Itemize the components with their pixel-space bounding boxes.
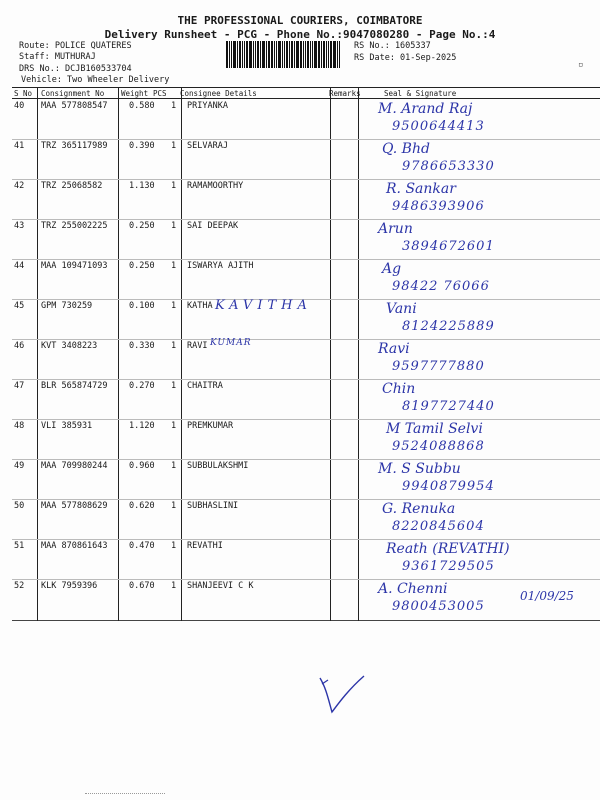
col-divider (181, 87, 182, 621)
pieces-count: 1 (171, 501, 177, 511)
table-top-border (12, 87, 600, 88)
weight-value: 0.100 (129, 301, 155, 311)
header-weight: Weight (121, 89, 149, 98)
consignment-number: MAA 870861643 (41, 541, 108, 551)
signature-name: A. Chenni (378, 581, 448, 597)
signature-phone: 9486393906 (392, 199, 485, 214)
col-divider (118, 87, 119, 621)
pieces-count: 1 (171, 261, 177, 271)
pieces-count: 1 (171, 461, 177, 471)
signature-name: Chin (382, 381, 416, 397)
serial-number: 43 (14, 221, 25, 231)
pen-scribble (318, 668, 378, 718)
signature-entry (370, 418, 595, 456)
signature-phone: 9524088868 (392, 439, 485, 454)
signature-name: M Tamil Selvi (386, 421, 483, 437)
staff-label: Staff: MUTHURAJ (19, 52, 96, 62)
route-label: Route: POLICE QUATERES (19, 41, 132, 51)
consignment-number: TRZ 25068582 (41, 181, 103, 191)
consignee-name: CHAITRA (187, 381, 223, 391)
weight-value: 1.120 (129, 421, 155, 431)
col-divider (330, 87, 331, 621)
consignment-number: GPM 730259 (41, 301, 93, 311)
signature-phone: 8124225889 (402, 319, 495, 334)
serial-number: 48 (14, 421, 25, 431)
consignment-number: TRZ 365117989 (41, 141, 108, 151)
signature-entry (370, 378, 595, 416)
signature-name: Q. Bhd (382, 141, 430, 157)
weight-value: 0.330 (129, 341, 155, 351)
weight-value: 0.270 (129, 381, 155, 391)
signature-phone: 9786653330 (402, 159, 495, 174)
signature-phone: 9800453005 (392, 599, 485, 614)
consignee-name: SHANJEEVI C K (187, 581, 254, 591)
header-consignment: Consignment No (41, 89, 105, 98)
signature-name: Ravi (378, 341, 410, 357)
weight-value: 1.130 (129, 181, 155, 191)
vehicle-label: Vehicle: Two Wheeler Delivery (21, 75, 170, 85)
signature-entry (370, 578, 595, 616)
consignee-name: ISWARYA AJITH (187, 261, 254, 271)
signature-entry (370, 178, 595, 216)
consignee-name: SAI DEEPAK (187, 221, 239, 231)
signature-name: Reath (REVATHI) (386, 541, 510, 557)
consignment-number: MAA 577808629 (41, 501, 108, 511)
pieces-count: 1 (171, 341, 177, 351)
header-remarks: Remarks (329, 89, 361, 98)
signature-phone: 9500644413 (392, 119, 485, 134)
signature-phone: 9597777880 (392, 359, 485, 374)
pieces-count: 1 (171, 301, 177, 311)
serial-number: 51 (14, 541, 25, 551)
consignment-number: KVT 3408223 (41, 341, 98, 351)
header-seal-signature: Seal & Signature (384, 89, 457, 98)
table-bottom-border (12, 620, 600, 621)
drs-number: DRS No.: DCJB160533704 (19, 64, 132, 74)
consignment-number: BLR 565874729 (41, 381, 108, 391)
consignee-name: RAVI (187, 341, 208, 351)
consignee-name: SUBBULAKSHMI (187, 461, 249, 471)
signature-entry (370, 498, 595, 536)
serial-number: 41 (14, 141, 25, 151)
col-divider (37, 87, 38, 621)
handwritten-remark: KAVITHA (215, 298, 312, 313)
signature-entry (370, 138, 595, 176)
serial-number: 42 (14, 181, 25, 191)
consignee-name: RAMAMOORTHY (187, 181, 244, 191)
pieces-count: 1 (171, 141, 177, 151)
pieces-count: 1 (171, 581, 177, 591)
serial-number: 49 (14, 461, 25, 471)
rs-date: RS Date: 01-Sep-2025 (354, 53, 457, 63)
weight-value: 0.250 (129, 261, 155, 271)
signature-phone: 3894672601 (402, 239, 495, 254)
consignment-number: KLK 7959396 (41, 581, 98, 591)
signature-entry (370, 298, 595, 336)
serial-number: 47 (14, 381, 25, 391)
weight-value: 0.620 (129, 501, 155, 511)
serial-number: 44 (14, 261, 25, 271)
consignment-number: TRZ 255002225 (41, 221, 108, 231)
runsheet-title: Delivery Runsheet - PCG - Phone No.:9047080280 - Page No.:4 (104, 28, 496, 41)
header-consignee: Consignee Details (180, 89, 257, 98)
consignment-number: MAA 109471093 (41, 261, 108, 271)
signature-entry (370, 458, 595, 496)
pieces-count: 1 (171, 381, 177, 391)
header-sno: S No (14, 89, 33, 98)
signature-name: Vani (386, 301, 417, 317)
signature-name: R. Sankar (386, 181, 456, 197)
serial-number: 46 (14, 341, 25, 351)
consignee-name: SUBHASLINI (187, 501, 239, 511)
pieces-count: 1 (171, 421, 177, 431)
signature-phone: 9940879954 (402, 479, 495, 494)
weight-value: 0.390 (129, 141, 155, 151)
consignee-name: KATHA (187, 301, 213, 311)
signature-phone: 8197727440 (402, 399, 495, 414)
company-title: THE PROFESSIONAL COURIERS, COIMBATORE (177, 14, 423, 27)
consignee-name: REVATHI (187, 541, 223, 551)
pieces-count: 1 (171, 221, 177, 231)
signature-entry (370, 218, 595, 256)
col-divider (358, 87, 359, 621)
weight-value: 0.250 (129, 221, 155, 231)
signature-phone: 98422 76066 (392, 279, 490, 294)
weight-value: 0.580 (129, 101, 155, 111)
rs-number: RS No.: 1605337 (354, 41, 431, 51)
serial-number: 50 (14, 501, 25, 511)
corner-mark: ▫ (578, 60, 584, 70)
signature-date: 01/09/25 (520, 589, 574, 603)
consignment-number: MAA 577808547 (41, 101, 108, 111)
faint-footer-mark (85, 793, 165, 796)
barcode (226, 41, 350, 68)
signature-name: G. Renuka (382, 501, 456, 517)
handwritten-remark: KUMAR (210, 338, 252, 348)
signature-entry (370, 98, 595, 136)
consignee-name: PRIYANKA (187, 101, 228, 111)
pieces-count: 1 (171, 541, 177, 551)
consignment-number: MAA 709980244 (41, 461, 108, 471)
consignee-name: SELVARAJ (187, 141, 228, 151)
consignee-name: PREMKUMAR (187, 421, 234, 431)
weight-value: 0.960 (129, 461, 155, 471)
consignment-number: VLI 385931 (41, 421, 93, 431)
signature-name: M. S Subbu (378, 461, 461, 477)
signature-phone: 9361729505 (402, 559, 495, 574)
signature-name: Arun (378, 221, 413, 237)
pieces-count: 1 (171, 181, 177, 191)
signature-name: Ag (382, 261, 402, 277)
signature-phone: 8220845604 (392, 519, 485, 534)
signature-name: M. Arand Raj (378, 101, 473, 117)
serial-number: 52 (14, 581, 25, 591)
pieces-count: 1 (171, 101, 177, 111)
signature-entry (370, 258, 595, 296)
weight-value: 0.470 (129, 541, 155, 551)
header-pcs: PCS (153, 89, 167, 98)
serial-number: 45 (14, 301, 25, 311)
weight-value: 0.670 (129, 581, 155, 591)
signature-entry (370, 538, 595, 576)
serial-number: 40 (14, 101, 25, 111)
signature-entry (370, 338, 595, 376)
